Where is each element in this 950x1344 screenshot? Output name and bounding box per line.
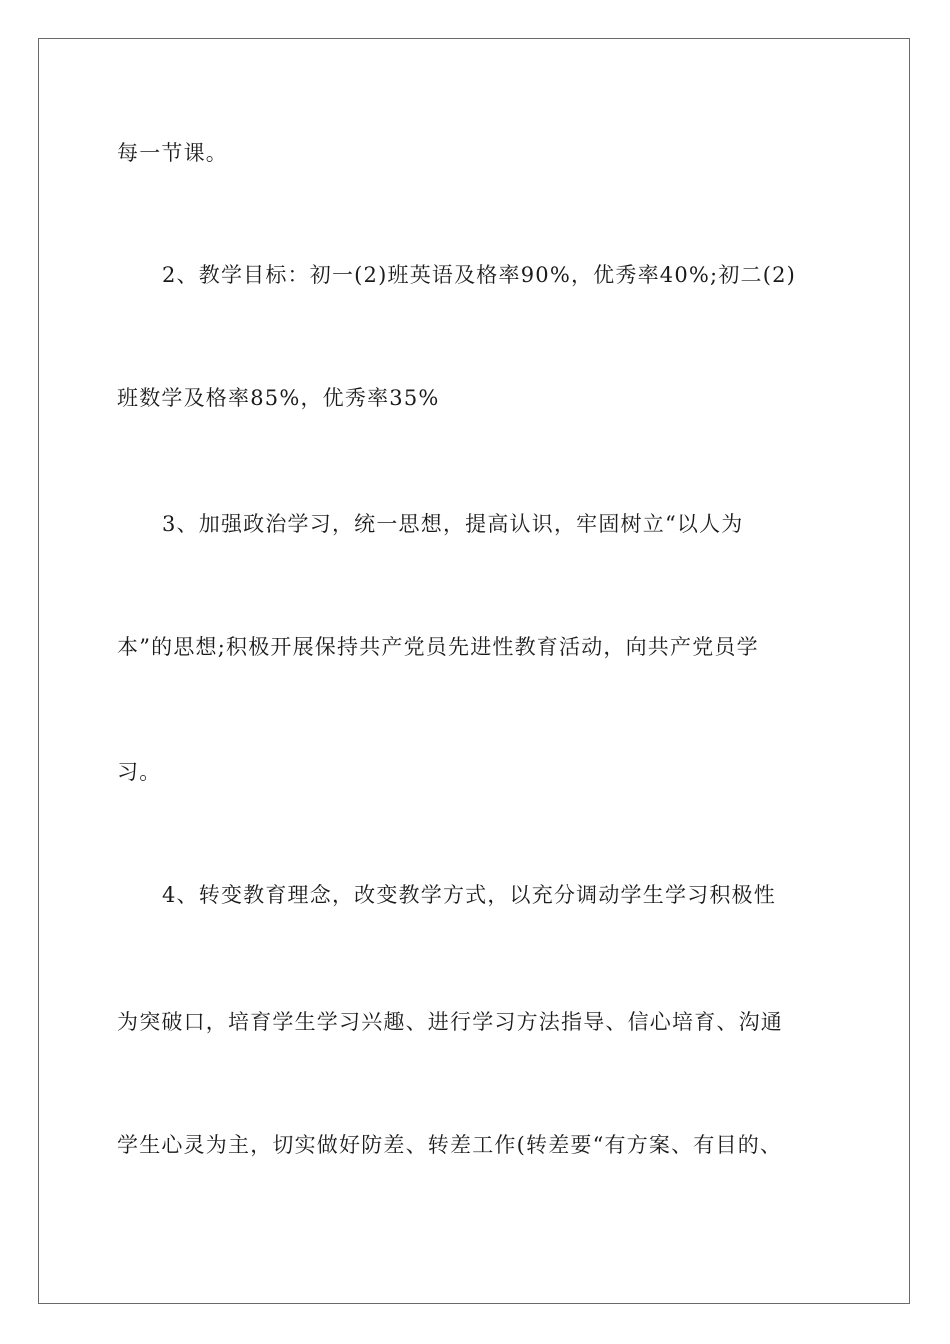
page-border (38, 38, 910, 1304)
text-line-item-2: 2、教学目标：初一(2)班英语及格率90%，优秀率40%;初二(2) (162, 263, 797, 287)
text-line-item-4-cont-1: 为突破口，培育学生学习兴趣、进行学习方法指导、信心培育、沟通 (117, 1010, 783, 1034)
text-line-continuation: 每一节课。 (117, 141, 228, 165)
text-line-item-2-cont: 班数学及格率85%，优秀率35% (117, 386, 440, 410)
text-line-item-3-cont-1: 本”的思想;积极开展保持共产党员先进性教育活动，向共产党员学 (117, 635, 759, 659)
text-line-item-4: 4、转变教育理念，改变教学方式，以充分调动学生学习积极性 (162, 883, 776, 907)
text-line-item-3: 3、加强政治学习，统一思想，提高认识，牢固树立“以人为 (162, 512, 744, 536)
text-line-item-4-cont-2: 学生心灵为主，切实做好防差、转差工作(转差要“有方案、有目的、 (117, 1133, 783, 1157)
text-line-item-3-cont-2: 习。 (117, 760, 162, 784)
